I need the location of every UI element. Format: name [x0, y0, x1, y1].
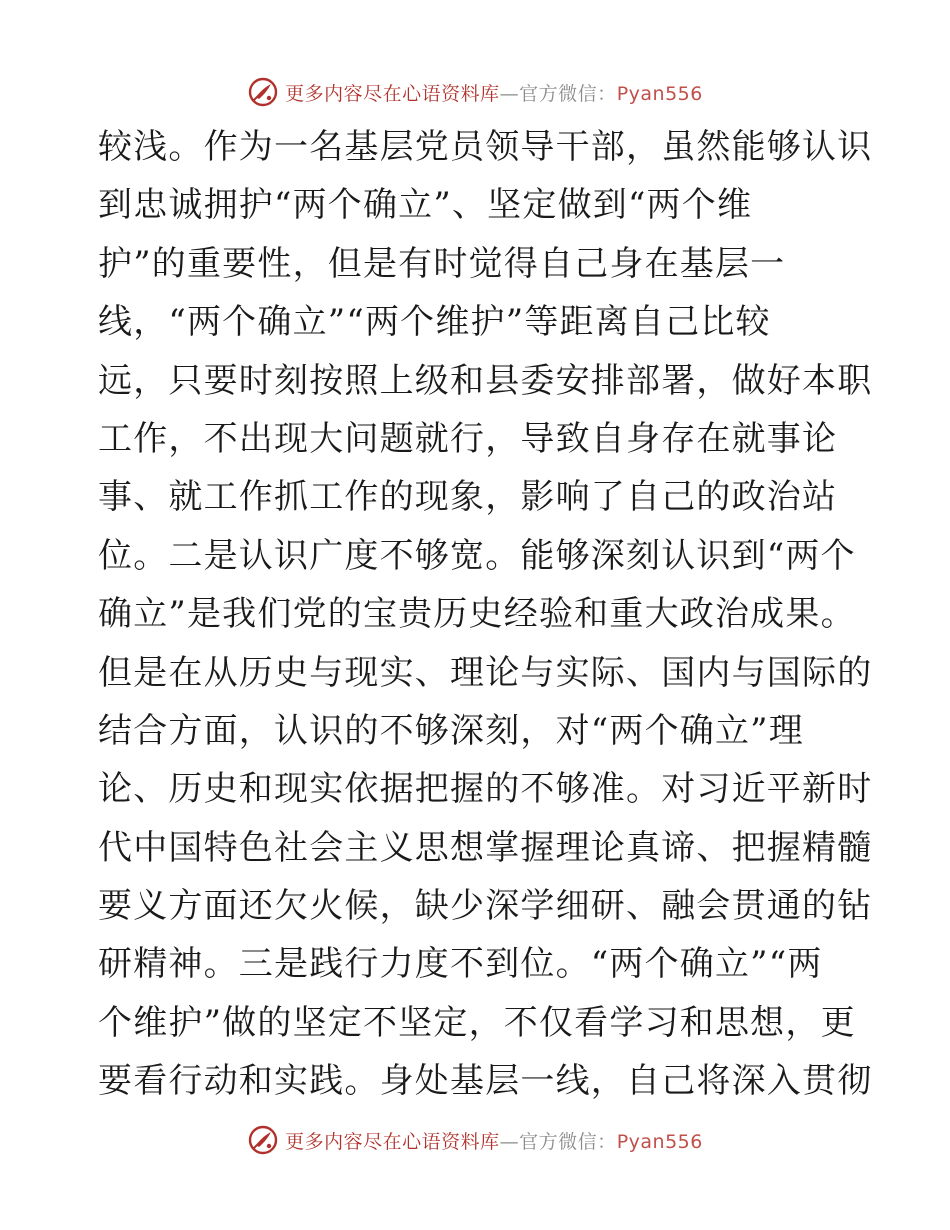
body-line: 护”的重要性，但是有时觉得自己身在基层一 — [98, 243, 786, 284]
footer-banner-text — [285, 1127, 703, 1154]
footer-banner-separator: — — [499, 1130, 520, 1153]
header-banner — [0, 72, 950, 112]
header-banner-separator: — — [499, 82, 520, 105]
body-line: 到忠诚拥护“两个确立”、坚定做到“两个维 — [98, 185, 753, 226]
document-body — [98, 118, 873, 1111]
book-quill-logo-icon — [247, 1124, 279, 1156]
footer-banner — [0, 1120, 950, 1160]
header-wechat-id: Pyan556 — [616, 82, 703, 105]
book-quill-logo-icon — [247, 76, 279, 108]
footer-wechat-id: Pyan556 — [616, 1130, 703, 1153]
footer-banner-slogan: 更多内容尽在心语资料库 — [285, 1130, 500, 1153]
body-line: 但是在从历史与现实、理论与实际、国内与国际的 — [98, 652, 873, 693]
body-line: 结合方面，认识的不够深刻，对“两个确立”理 — [98, 710, 804, 751]
body-line: 工作，不出现大问题就行，导致自身存在就事论 — [98, 418, 838, 459]
body-line: 代中国特色社会主义思想掌握理论真谛、把握精髓 — [98, 827, 873, 868]
body-line: 较浅。作为一名基层党员领导干部，虽然能够认识 — [98, 127, 873, 167]
body-line: 要义方面还欠火候，缺少深学细研、融会贯通的钻 — [98, 886, 873, 927]
body-line: 要看行动和实践。身处基层一线，自己将深入贯彻 — [98, 1061, 873, 1102]
body-line: 论、历史和现实依据把握的不够准。对习近平新时 — [98, 769, 873, 810]
body-line: 事、就工作抓工作的现象，影响了自己的政治站 — [98, 477, 838, 518]
header-wechat-label: 官方微信： — [519, 82, 617, 105]
header-banner-text — [285, 79, 703, 106]
body-line: 个维护”做的坚定不坚定，不仅看学习和思想，更 — [98, 1002, 856, 1043]
footer-wechat-label: 官方微信： — [519, 1130, 617, 1153]
body-line: 确立”是我们党的宝贵历史经验和重大政治成果。 — [98, 594, 856, 635]
header-banner-slogan: 更多内容尽在心语资料库 — [285, 82, 500, 105]
body-line: 线，“两个确立”“两个维护”等距离自己比较 — [98, 302, 771, 343]
body-line: 远，只要时刻按照上级和县委安排部署，做好本职 — [98, 360, 873, 401]
body-line: 位。二是认识广度不够宽。能够深刻认识到“两个 — [98, 535, 856, 576]
body-line: 研精神。三是践行力度不到位。“两个确立”“两 — [98, 944, 823, 985]
